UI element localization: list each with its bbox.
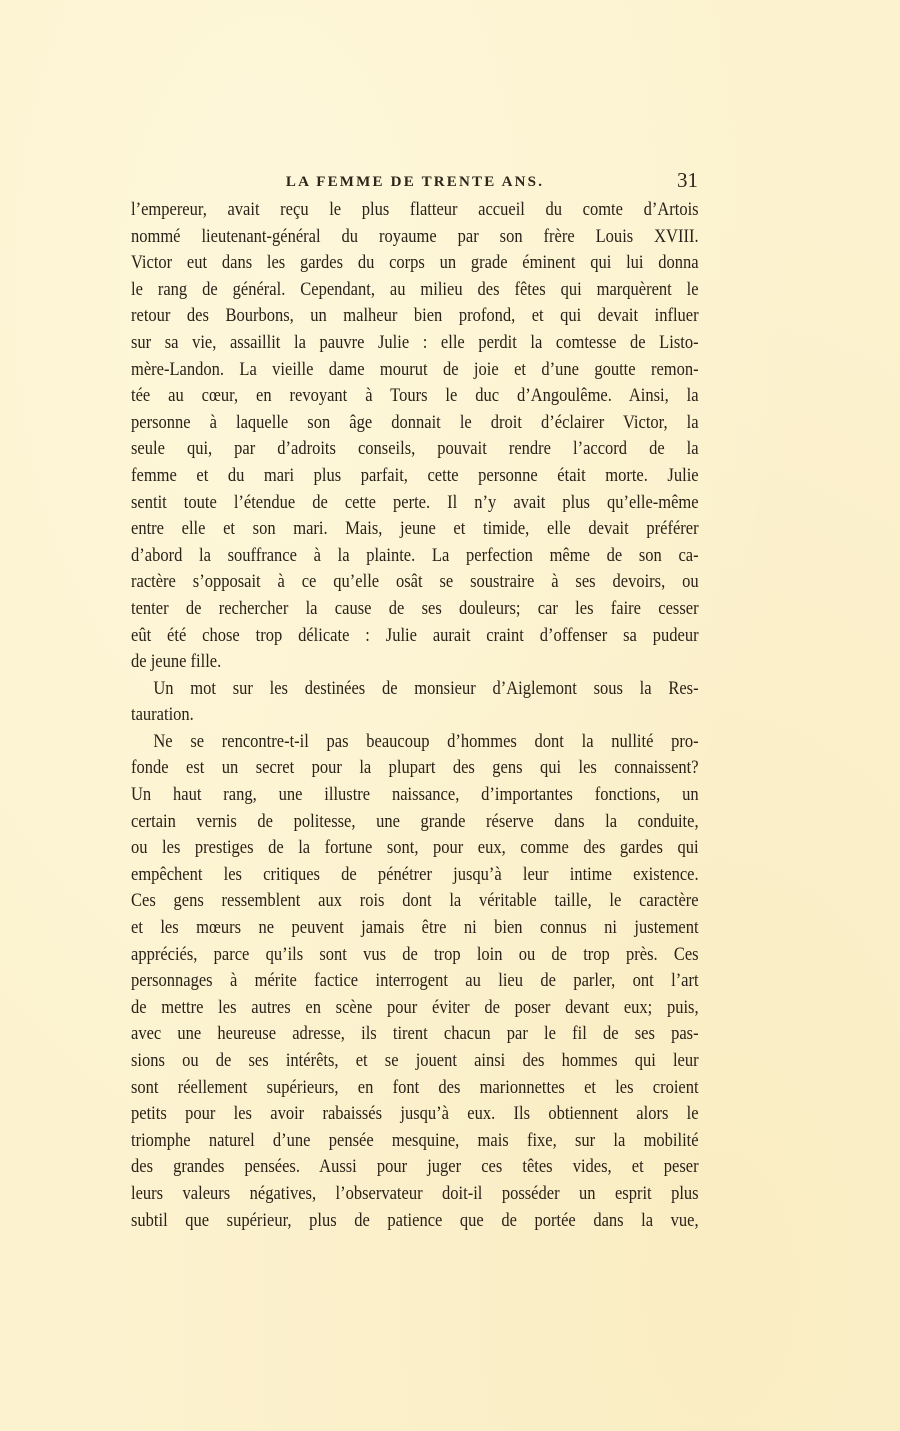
text-line: ractère s’opposait à ce qu’elle osât se soustraire à ses devoirs, ou — [131, 571, 699, 593]
text-line: empêchent les critiques de pénétrer jusqu’à leur intime existence. — [131, 863, 699, 885]
text-line: ou les prestiges de la fortune sont, pour eux, comme des gardes qui — [131, 837, 699, 859]
text-line: Un haut rang, une illustre naissance, d’importantes fonctions, un — [131, 784, 699, 806]
text-line: retour des Bourbons, un malheur bien profond, et qui devait influer — [131, 305, 699, 327]
text-line: sions ou de ses intérêts, et se jouent ainsi des hommes qui leur — [131, 1050, 699, 1071]
text-line: entre elle et son mari. Mais, jeune et timide, elle devait préférer — [131, 518, 699, 540]
text-line: triomphe naturel d’une pensée mesquine, mais fixe, sur la mobilité — [131, 1129, 699, 1151]
text-line: Victor eut dans les gardes du corps un grade éminent qui lui donna — [131, 252, 699, 274]
text-line: de mettre les autres en scène pour éviter de poser devant eux; puis, — [131, 996, 699, 1018]
text-line: petits pour les avoir rabaissés jusqu’à eux. Ils obtiennent alors le — [131, 1103, 699, 1125]
body-text — [131, 197, 699, 1234]
text-line: tauration. — [131, 704, 194, 726]
text-line: sont réellement supérieurs, en font des marionnettes et les croient — [131, 1076, 699, 1098]
text-line: l’empereur, avait reçu le plus flatteur accueil du comte d’Artois — [131, 199, 699, 220]
text-line: le rang de général. Cependant, au milieu des fêtes qui marquèrent le — [131, 278, 699, 300]
text-line: tenter de rechercher la cause de ses douleurs; car les faire cesser — [131, 597, 699, 619]
text-line: certain vernis de politesse, une grande réserve dans la conduite, — [131, 810, 699, 832]
text-line: avec une heureuse adresse, ils tirent chacun par le fil de ses pas- — [131, 1023, 699, 1045]
text-line: Ne se rencontre-t-il pas beaucoup d’hommes dont la nullité pro- — [153, 730, 699, 752]
text-line: des grandes pensées. Aussi pour juger ces têtes vides, et peser — [131, 1156, 699, 1178]
text-line: subtil que supérieur, plus de patience que de portée dans la vue, — [131, 1209, 699, 1231]
text-line: sur sa vie, assaillit la pauvre Julie : elle perdit la comtesse de Listo- — [131, 331, 699, 353]
text-line: personne à laquelle son âge donnait le droit d’éclairer Victor, la — [131, 411, 699, 433]
text-line: Un mot sur les destinées de monsieur d’Aiglemont sous la Res- — [153, 677, 699, 699]
text-line: personnages à mérite factice interrogent au lieu de parler, ont l’art — [131, 970, 699, 992]
text-line: tée au cœur, en revoyant à Tours le duc d’Angoulême. Ainsi, la — [131, 385, 699, 407]
text-line: sentit toute l’étendue de cette perte. Il n’y avait plus qu’elle-même — [131, 491, 699, 513]
text-line: Ces gens ressemblent aux rois dont la véritable taille, le caractère — [131, 890, 699, 912]
text-line: nommé lieutenant-général du royaume par son frère Louis XVIII. — [131, 225, 699, 247]
text-line: leurs valeurs négatives, l’observateur doit-il posséder un esprit plus — [131, 1182, 699, 1204]
text-line: d’abord la souffrance à la plainte. La perfection même de son ca- — [131, 544, 699, 566]
page-number: 31 — [677, 168, 698, 192]
text-line: femme et du mari plus parfait, cette personne était morte. Julie — [131, 464, 699, 486]
text-line: seule qui, par d’adroits conseils, pouvait rendre l’accord de la — [131, 438, 699, 460]
text-line: fonde est un secret pour la plupart des gens qui les connaissent? — [131, 757, 699, 779]
text-line: et les mœurs ne peuvent jamais être ni bien connus ni justement — [131, 917, 699, 939]
text-line: mère-Landon. La vieille dame mourut de joie et d’une goutte remon- — [131, 358, 699, 380]
text-line: eût été chose trop délicate : Julie aurait craint d’offenser sa pudeur — [131, 624, 699, 646]
running-title: LA FEMME DE TRENTE ANS. — [285, 174, 545, 190]
text-line: appréciés, parce qu’ils sont vus de trop loin ou de trop près. Ces — [131, 943, 699, 965]
text-line: de jeune fille. — [131, 651, 222, 673]
running-header — [132, 170, 698, 196]
